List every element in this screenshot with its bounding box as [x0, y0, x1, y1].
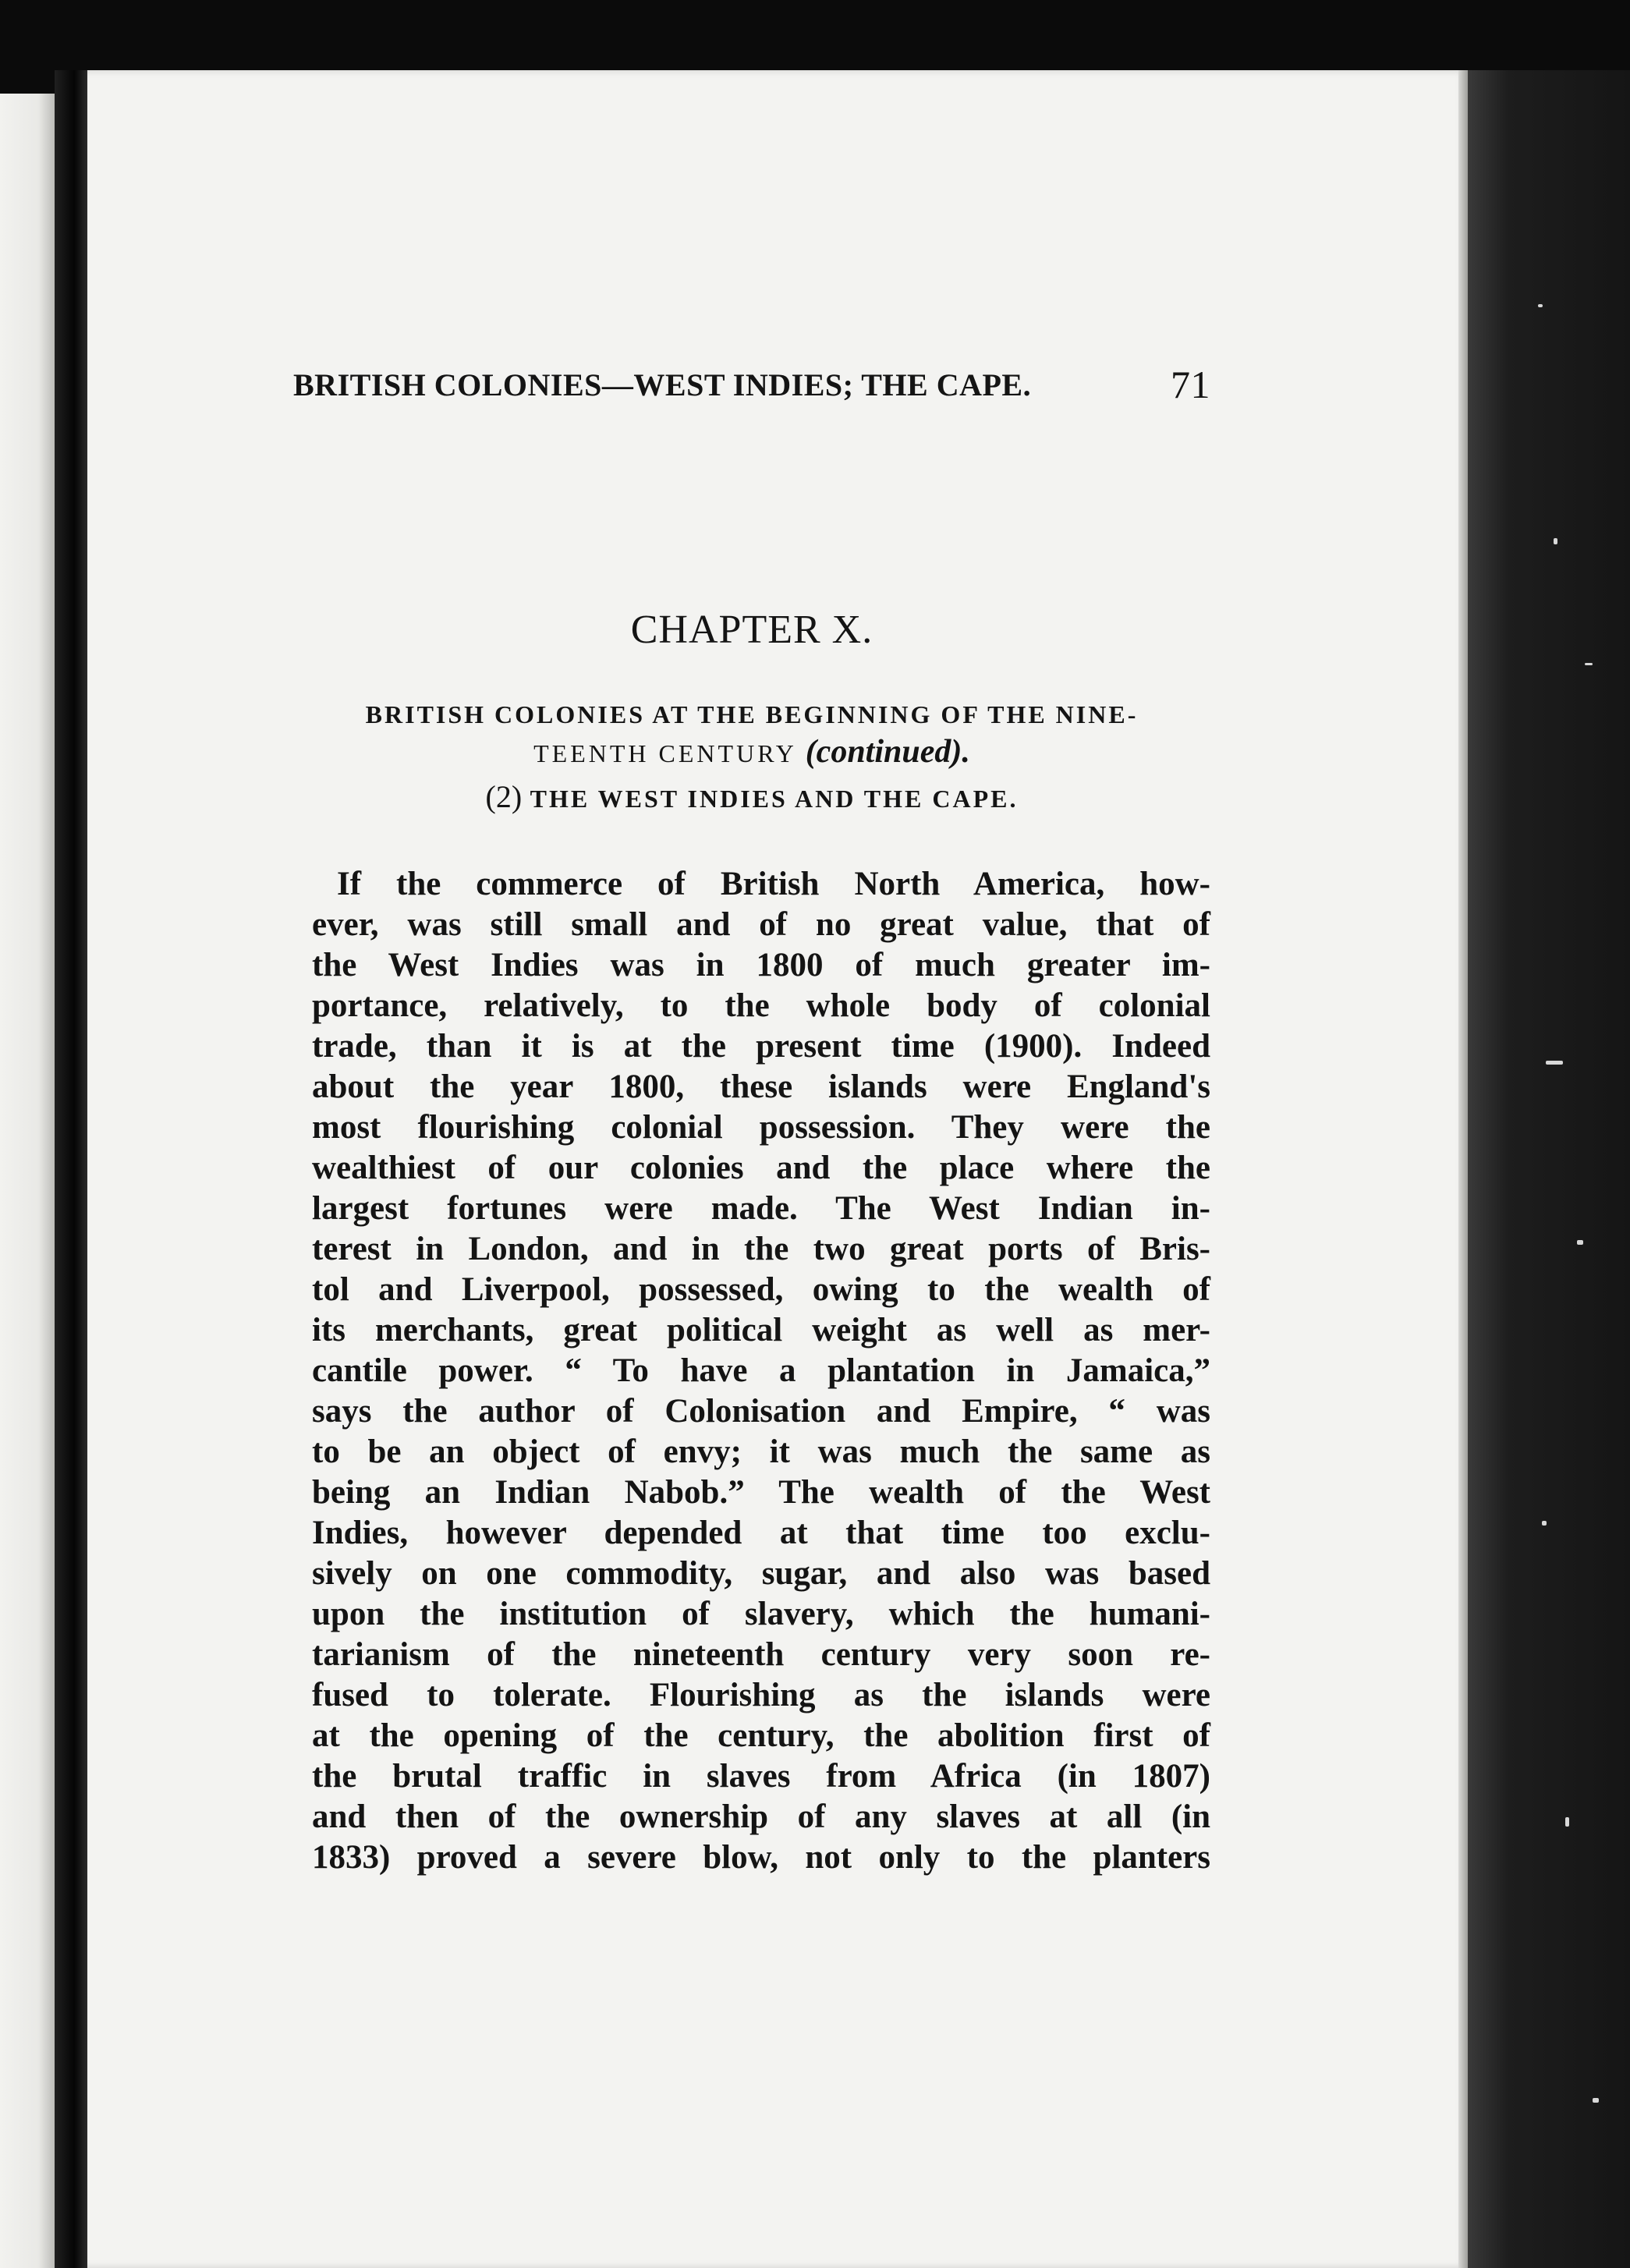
- body-line: its merchants, great political weight as well as mer-: [312, 1312, 1210, 1348]
- body-line: wealthiest of our colonies and the place where the: [312, 1150, 1210, 1186]
- body-line: If the commerce of British North America, how-: [337, 866, 1210, 902]
- body-line: tarianism of the nineteenth century very soon re-: [312, 1636, 1210, 1673]
- body-line: fused to tolerate. Flourishing as the islands were: [312, 1677, 1210, 1713]
- scan-speck: [1585, 663, 1593, 665]
- book-gutter: [55, 70, 87, 2268]
- running-head-title: BRITISH COLONIES—WEST INDIES; THE CAPE.: [293, 367, 1032, 402]
- facing-page-edge: [0, 94, 55, 2268]
- body-line: to be an object of envy; it was much the same as: [312, 1433, 1210, 1470]
- body-line: at the opening of the century, the abolition first of: [312, 1717, 1210, 1754]
- body-line: terest in London, and in the two great ports of Bris-: [312, 1231, 1210, 1267]
- body-line: the brutal traffic in slaves from Africa (in 1807): [312, 1758, 1210, 1795]
- chapter-subtitle-line-3: [293, 778, 1210, 815]
- scan-speck: [1538, 304, 1543, 307]
- scan-speck: [1542, 1521, 1547, 1526]
- chapter-subtitle-line-1: BRITISH COLONIES AT THE BEGINNING OF THE NINE-: [365, 700, 1139, 728]
- body-line: tol and Liverpool, possessed, owing to the wealth of: [312, 1271, 1210, 1308]
- body-line: portance, relatively, to the whole body of colonial: [312, 987, 1210, 1024]
- body-line: most flourishing colonial possession. They were the: [312, 1109, 1210, 1146]
- scan-speck: [1546, 1061, 1563, 1065]
- scan-speck: [1565, 1817, 1569, 1827]
- body-line: Indies, however depended at that time too exclu-: [312, 1515, 1210, 1551]
- section-number: (2): [485, 779, 523, 814]
- chapter-subtitle-continued: (continued).: [805, 734, 970, 770]
- running-head: [293, 363, 1210, 406]
- page-number: 71: [1171, 363, 1210, 406]
- body-line: trade, than it is at the present time (1900). Indeed: [312, 1028, 1210, 1065]
- body-line: says the author of Colonisation and Empire, “ was: [312, 1393, 1210, 1430]
- scan-speck: [1593, 2098, 1599, 2103]
- book-binding: [1468, 70, 1630, 2268]
- body-line: largest fortunes were made. The West Indian in-: [312, 1190, 1210, 1227]
- body-line: being an Indian Nabob.” The wealth of the West: [312, 1474, 1210, 1511]
- body-line: upon the institution of slavery, which the humani-: [312, 1596, 1210, 1632]
- chapter-subtitle-caps: TEENTH CENTURY: [533, 739, 796, 767]
- body-line: ever, was still small and of no great value, that of: [312, 906, 1210, 943]
- chapter-subtitle-line-2: [293, 733, 1210, 771]
- body-line: and then of the ownership of any slaves at all (in: [312, 1798, 1210, 1835]
- body-line: cantile power. “ To have a plantation in Jamaica,”: [312, 1352, 1210, 1389]
- body-line: about the year 1800, these islands were England's: [312, 1068, 1210, 1105]
- body-line: 1833) proved a severe blow, not only to the planters: [312, 1839, 1210, 1876]
- chapter-title: CHAPTER X.: [630, 608, 873, 652]
- body-line: the West Indies was in 1800 of much greater im-: [312, 947, 1210, 983]
- body-line: sively on one commodity, sugar, and also was based: [312, 1555, 1210, 1592]
- section-title: THE WEST INDIES AND THE CAPE.: [530, 785, 1019, 813]
- scan-speck: [1577, 1240, 1583, 1245]
- scan-speck: [1554, 538, 1557, 544]
